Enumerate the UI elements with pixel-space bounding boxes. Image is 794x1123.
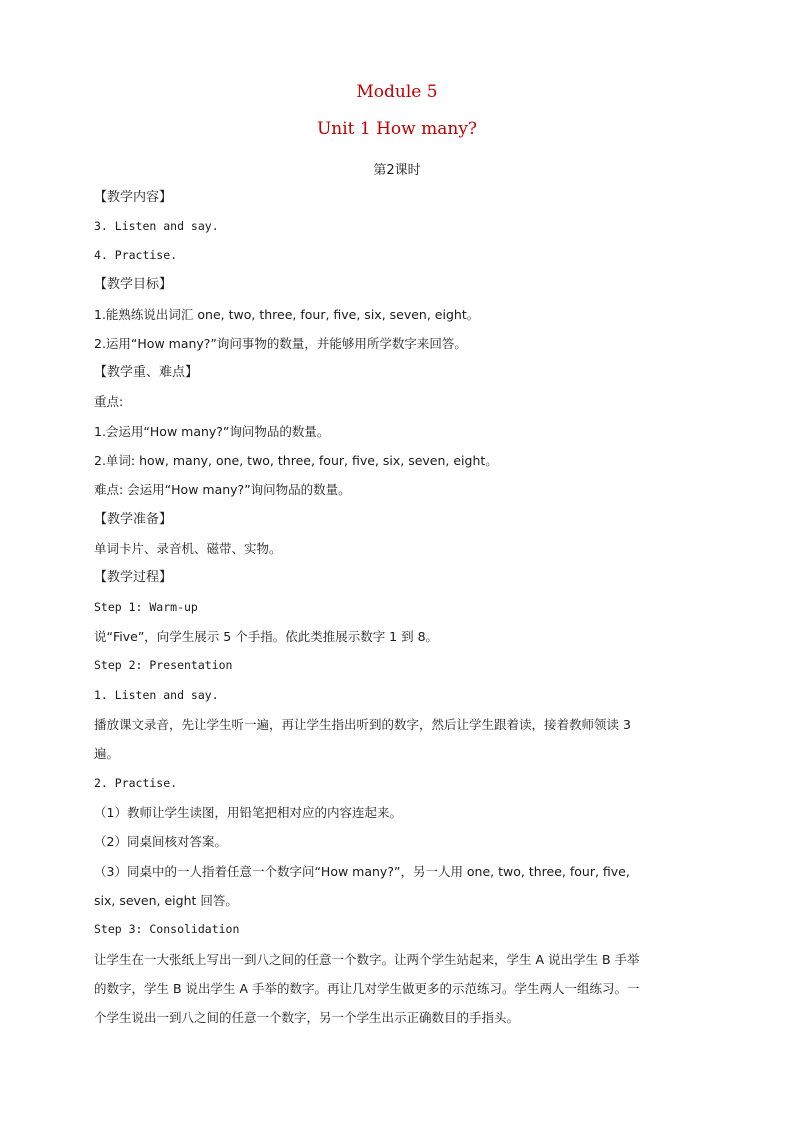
unit-title: Unit 1 How many?: [316, 119, 478, 139]
step2-title: Step 2: Presentation: [94, 658, 233, 672]
step1-text: 说“Five”，向学生展示 5 个手指。依此类推展示数字 1 到 8。: [94, 629, 439, 644]
content-item-listen: 3. Listen and say.: [94, 219, 219, 233]
preparation-text: 单词卡片、录音机、磁带、实物。: [94, 541, 282, 556]
step2-practise-2: （2）同桌间核对答案。: [94, 834, 227, 849]
difficulty-text: 难点: 会运用“How many?”询问物品的数量。: [94, 482, 351, 497]
process-heading: 【教学过程】: [94, 570, 173, 585]
lesson-label: 第2课时: [373, 163, 421, 178]
step3-line2: 的数字，学生 B 说出学生 A 手举的数字。再让几对学生做更多的示范练习。学生两人一组练习。一: [94, 981, 640, 996]
objective-item-2: 2.运用“How many?”询问事物的数量，并能够用所学数字来回答。: [94, 336, 467, 351]
step2-practise-3-line1: （3）同桌中的一人指着任意一个数字问“How many?”，另一人用 one, two, three, four, five,: [94, 864, 630, 879]
step2-sub1-line2: 遍。: [94, 746, 120, 761]
module-title: Module 5: [356, 82, 438, 102]
step1-title: Step 1: Warm-up: [94, 600, 198, 614]
step3-line3: 个学生说出一到八之间的任意一个数字，另一个学生出示正确数目的手指头。: [94, 1010, 520, 1025]
keypoints-heading: 【教学重、难点】: [94, 365, 199, 380]
step2-sub2-title: 2. Practise.: [94, 776, 178, 790]
step2-practise-3-line2: six, seven, eight 回答。: [94, 893, 238, 908]
focus-item-1: 1.会运用“How many?”询问物品的数量。: [94, 424, 330, 439]
focus-item-2: 2.单词: how, many, one, two, three, four, five, six, seven, eight。: [94, 453, 498, 468]
step3-line1: 让学生在一大张纸上写出一到八之间的任意一个数字。让两个学生站起来，学生 A 说出学生 B 手举: [94, 952, 640, 967]
content-heading: 【教学内容】: [94, 190, 173, 205]
step2-sub1-title: 1. Listen and say.: [94, 688, 219, 702]
focus-label: 重点:: [94, 394, 124, 409]
step2-practise-1: （1）教师让学生读图，用铅笔把相对应的内容连起来。: [94, 805, 402, 820]
objective-item-1: 1.能熟练说出词汇 one, two, three, four, five, six, seven, eight。: [94, 307, 480, 322]
step3-title: Step 3: Consolidation: [94, 922, 240, 936]
objectives-heading: 【教学目标】: [94, 277, 173, 292]
content-item-practise: 4. Practise.: [94, 248, 178, 262]
preparation-heading: 【教学准备】: [94, 512, 173, 527]
step2-sub1-line1: 播放课文录音，先让学生听一遍，再让学生指出听到的数字，然后让学生跟着读，接着教师领读 3: [94, 717, 631, 732]
